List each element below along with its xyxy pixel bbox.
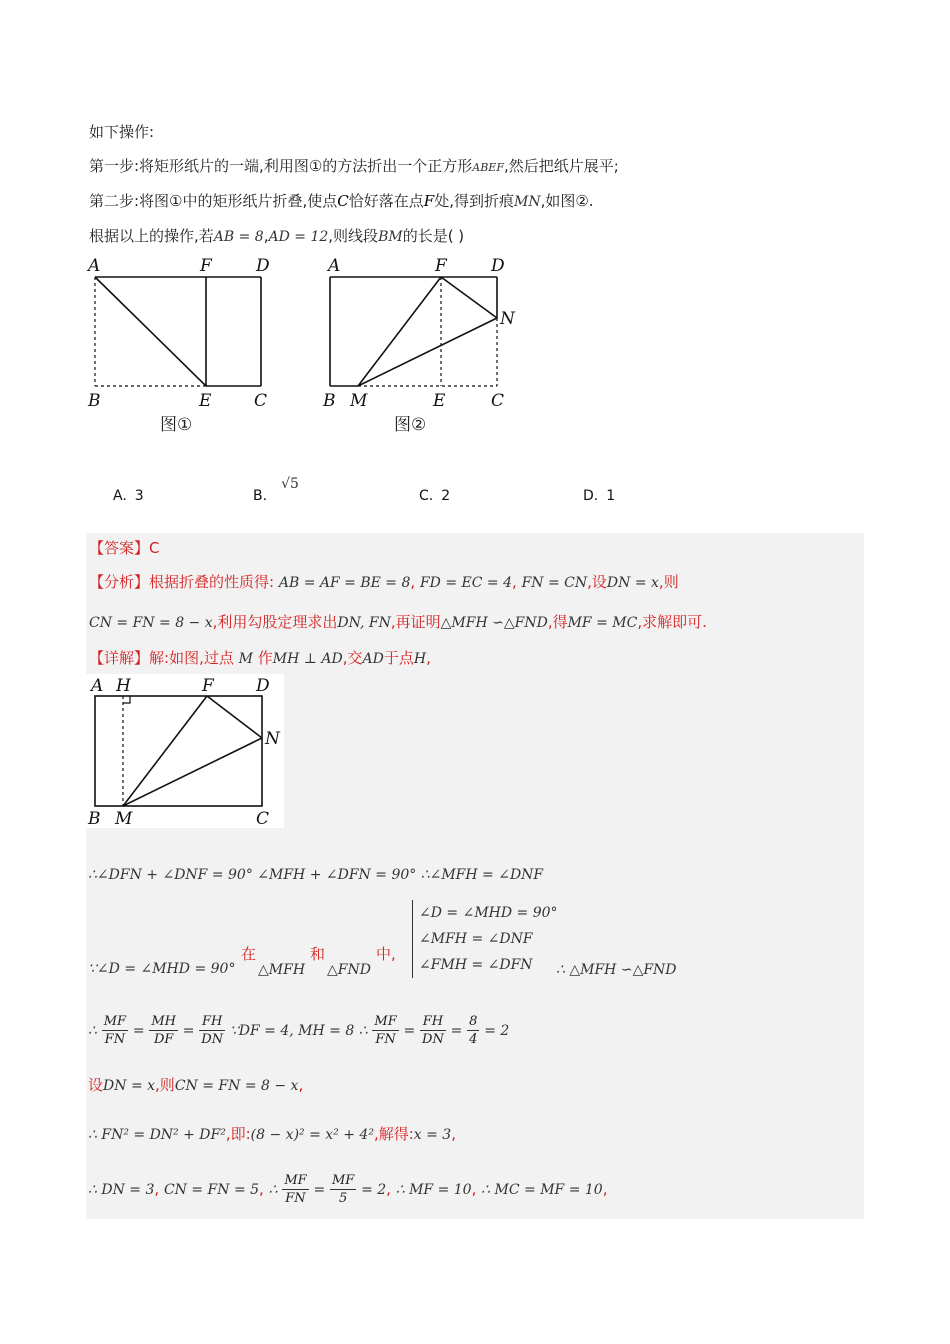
fig3-MF — [123, 696, 207, 806]
equation-system — [412, 900, 569, 978]
answer-line: 【答案】C — [89, 539, 160, 557]
solution-line-4: 设DN = x,则CN = FN = 8 − x, — [88, 1076, 304, 1094]
fig2-label-A: A — [328, 256, 341, 276]
fig2-label-N: N — [500, 309, 515, 329]
fig3-label-N: N — [265, 729, 280, 749]
fig1-AE — [95, 277, 206, 386]
fig2-caption: 图② — [394, 415, 427, 435]
fig1-label-D: D — [256, 256, 270, 276]
fig3-right-angle-mark — [123, 696, 130, 703]
fig1-caption: 图① — [160, 415, 193, 435]
fig3-label-D: D — [256, 676, 270, 696]
solution-line-3: ∴ $\frac{MF}{FN}$ = $\frac{MH}{DF}$ = $\frac{FH}{DN}$ ∵DF = 4, MH = 8 ∴ $\frac{MF}{FN}$ = $\frac{FH}{DN}$ = $\frac{8}{4}$ = 2 — [88, 1014, 510, 1047]
fig1-label-E: E — [199, 391, 212, 411]
fig2-label-F: F — [435, 256, 447, 276]
equation-system-row-1: ∠D = ∠MHD = 90° — [419, 905, 558, 921]
solution-line-2a: ∵∠D = ∠MHD = 90° — [88, 961, 236, 977]
option-c[interactable]: C. 2 — [419, 488, 451, 504]
frac-mh-df: $\frac{MH}{DF}$ — [151, 1014, 176, 1047]
figure-3 — [86, 674, 284, 828]
frac-mf-5: $\frac{MF}{5}$ — [331, 1173, 355, 1206]
equation-system-row-3: ∠FMH = ∠DFN — [419, 957, 533, 973]
option-a[interactable]: A. 3 — [113, 488, 144, 504]
solution-line-6: ∴ DN = 3, CN = FN = 5, ∴ $\frac{MF}{FN}$ = $\frac{MF}{5}$ = 2, ∴ MF = 10, ∴ MC = MF = 10, — [88, 1173, 608, 1206]
fig3-label-A: A — [91, 676, 104, 696]
fig2-label-B: B — [323, 391, 336, 411]
analysis-line-1: 【分析】根据折叠的性质得: AB = AF = BE = 8, FD = EC = 4, FN = CN,设DN = x,则 — [89, 573, 679, 591]
fig3-MN — [123, 738, 262, 806]
solution-word-he: 和 — [310, 945, 326, 963]
fig2-MF — [358, 277, 441, 386]
fig3-label-F: F — [202, 676, 214, 696]
solution-similar-conclusion: ∴ △MFH ∽△FND — [556, 962, 677, 978]
fig2-label-D: D — [491, 256, 505, 276]
fig2-label-E: E — [433, 391, 446, 411]
fig3-label-B: B — [88, 809, 101, 828]
fig3-FN — [207, 696, 262, 738]
fig2-FN — [441, 277, 497, 318]
analysis-line-2: CN = FN = 8 − x,利用勾股定理求出DN, FN,再证明△MFH ∽△FND,得MF = MC,求解即可. — [89, 613, 707, 631]
detail-line: 【详解】解:如图,过点 M 作MH ⊥ AD,交AD于点H, — [89, 649, 431, 667]
frac-mf-fn-3: $\frac{MF}{FN}$ — [284, 1173, 307, 1206]
fig1-label-B: B — [88, 391, 101, 411]
solution-triangle-1: △MFH — [258, 962, 306, 978]
frac-8-4: $\frac{8}{4}$ — [469, 1014, 478, 1047]
solution-word-zai: 在 — [241, 945, 257, 963]
solution-word-zhong: 中, — [376, 945, 396, 963]
fig2-label-C: C — [491, 391, 505, 411]
figure-2 — [318, 250, 528, 440]
frac-fh-dn: $\frac{FH}{DN}$ — [201, 1014, 224, 1047]
question-text: 根据以上的操作,若AB = 8,AD = 12,则线段BM的长是( ) — [89, 227, 465, 245]
option-d[interactable]: D. 1 — [583, 488, 616, 504]
frac-mf-fn: $\frac{MF}{FN}$ — [103, 1014, 127, 1047]
fig3-label-H: H — [116, 676, 131, 696]
fig3-label-M: M — [115, 809, 133, 828]
solution-line-1: ∴∠DFN + ∠DNF = 90° ∠MFH + ∠DFN = 90° ∴∠MFH = ∠DNF — [88, 867, 544, 883]
fig1-label-C: C — [254, 391, 268, 411]
step2-text: 第二步:将图①中的矩形纸片折叠,使点C恰好落在点F处,得到折痕MN,如图②. — [89, 192, 594, 210]
equation-system-row-2: ∠MFH = ∠DNF — [419, 931, 533, 947]
option-b[interactable]: B.√5 — [253, 476, 299, 504]
frac-mf-fn-2: $\frac{MF}{FN}$ — [374, 1014, 397, 1047]
intro-text: 如下操作: — [89, 123, 155, 141]
fig3-label-C: C — [256, 809, 270, 828]
figure-1 — [80, 250, 290, 440]
fig1-label-A: A — [88, 256, 101, 276]
fig1-label-F: F — [200, 256, 212, 276]
solution-line-5: ∴ FN² = DN² + DF²,即:(8 − x)² = x² + 4²,解得:x = 3, — [88, 1125, 456, 1143]
solution-triangle-2: △FND — [327, 962, 371, 978]
fig2-label-M: M — [350, 391, 368, 411]
frac-fh-dn-2: $\frac{FH}{DN}$ — [422, 1014, 444, 1047]
fig2-MN — [358, 318, 497, 386]
step1-text: 第一步:将矩形纸片的一端,利用图①的方法折出一个正方形ABEF,然后把纸片展平; — [89, 157, 619, 175]
